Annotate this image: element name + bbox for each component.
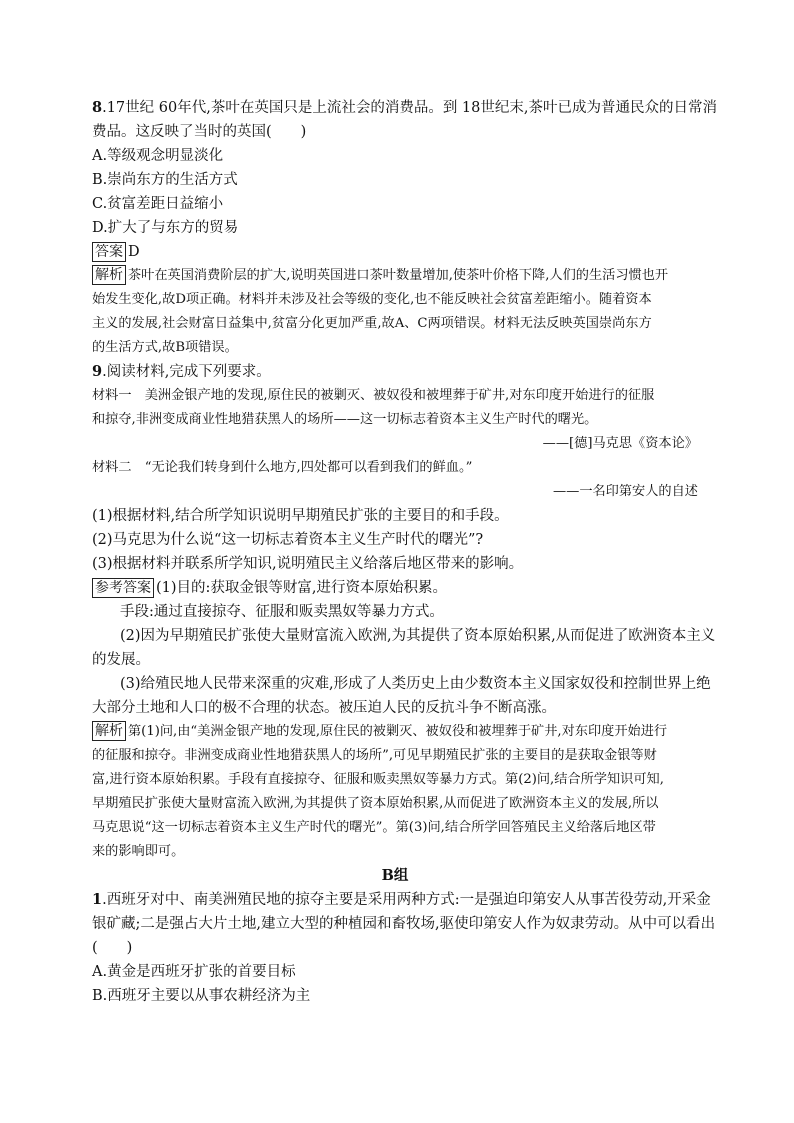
q9-ref-means: 手段:通过直接掠夺、征服和贩卖黑奴等暴力方式。: [120, 604, 444, 620]
q9-ref-3: (3)给殖民地人民带来深重的灾难,形成了人类历史上由少数资本主义国家奴役和控制世界上绝: [120, 676, 711, 692]
q9-analysis-line: 解析 第(1)问,由“美洲金银产地的发现,原住民的被剿灭、被奴役和被埋葬于矿井,对东印度开始进行: [92, 720, 698, 744]
q8-analysis-line: 主义的发展,社会财富日益集中,贫富分化更加严重,故A、C两项错误。材料无法反映英国崇尚东方: [92, 316, 652, 331]
group-b-q1-option-a: A.黄金是西班牙扩张的首要目标: [92, 964, 296, 980]
q8-option-d: D.扩大了与东方的贸易: [92, 220, 239, 236]
material-1-source: ——[德]马克思《资本论》: [542, 436, 698, 451]
q9-analysis-line: 的征服和掠夺。非洲变成商业性地猎获黑人的场所”,可见早期殖民扩张的主要目的是获取金银等财: [92, 748, 657, 763]
q9-sub-question: (3)根据材料并联系所学知识,说明殖民主义给落后地区带来的影响。: [92, 556, 524, 572]
material-1-cont: 和掠夺,非洲变成商业性地猎获黑人的场所——这一切标志着资本主义生产时代的曙光。: [92, 412, 598, 427]
q9-sub-question: (2)马克思为什么说“这一切标志着资本主义生产时代的曙光”?: [92, 532, 484, 548]
material-2: 材料二 “无论我们转身到什么地方,四处都可以看到我们的鲜血。”: [92, 460, 473, 475]
q8-analysis-line: 解析 茶叶在英国消费阶层的扩大,说明英国进口茶叶数量增加,使茶叶价格下降,人们的生活习惯也开: [92, 264, 698, 288]
q9-ref-2: (2)因为早期殖民扩张使大量财富流入欧洲,为其提供了资本原始积累,从而促进了欧洲资本主义: [120, 628, 716, 644]
q9-reference-answer: 参考答案 (1)目的:获取金银等财富,进行资本原始积累。: [92, 576, 698, 600]
q8-answer: 答案 D: [92, 240, 698, 264]
q8-analysis-line: 始发生变化,故D项正确。材料并未涉及社会等级的变化,也不能反映社会贫富差距缩小。随着资本: [92, 292, 652, 307]
q8-analysis-line: 的生活方式,故B项错误。: [92, 340, 238, 355]
analysis-label: 解析: [92, 721, 126, 741]
q9-analysis-line: 富,进行资本原始积累。手段有直接掠夺、征服和贩卖黑奴等暴力方式。第(2)问,结合所学知识可知,: [92, 772, 664, 787]
q8-option-a: A.等级观念明显淡化: [92, 148, 224, 164]
reference-answer-label: 参考答案: [92, 578, 154, 598]
group-b-title: B组: [381, 867, 409, 884]
question-8-stem-cont: 费品。这反映了当时的英国( ): [92, 124, 307, 140]
question-9-stem: 9.阅读材料,完成下列要求。: [92, 363, 271, 380]
q9-sub-question: (1)根据材料,结合所学知识说明早期殖民扩张的主要目的和手段。: [92, 508, 509, 524]
q9-ref-2-cont: 的发展。: [92, 652, 150, 668]
group-b-q1-blank: ( ): [92, 940, 133, 956]
group-b-q1-stem-cont: 银矿藏;二是强占大片土地,建立大型的种植园和畜牧场,驱使印第安人作为奴隶劳动。从中可以看出: [92, 916, 716, 932]
q9-ref-3-cont: 大部分土地和人口的极不合理的状态。被压迫人民的反抗斗争不断高涨。: [92, 700, 556, 716]
answer-label: 答案: [92, 242, 126, 262]
question-8-stem: 8.17世纪 60年代,茶叶在英国只是上流社会的消费品。到 18世纪末,茶叶已成为普通民众的日常消: [92, 99, 717, 116]
q8-option-c: C.贫富差距日益缩小: [92, 196, 224, 212]
worksheet-page: [92, 96, 717, 1008]
analysis-label: 解析: [92, 265, 126, 285]
q9-analysis-line: 早期殖民扩张使大量财富流入欧洲,为其提供了资本原始积累,从而促进了欧洲资本主义的发展,所以: [92, 796, 659, 811]
q9-analysis-line: 来的影响即可。: [92, 844, 185, 859]
material-1: 材料一 美洲金银产地的发现,原住民的被剿灭、被奴役和被埋葬于矿井,对东印度开始进行的征服: [92, 388, 655, 403]
group-b-q1-stem: 1.西班牙对中、南美洲殖民地的掠夺主要是采用两种方式:一是强迫印第安人从事苦役劳动,开采金: [92, 891, 711, 908]
group-b-q1-option-b: B.西班牙主要以从事农耕经济为主: [92, 988, 311, 1004]
q8-option-b: B.崇尚东方的生活方式: [92, 172, 238, 188]
q9-analysis-line: 马克思说“这一切标志着资本主义生产时代的曙光”。第(3)问,结合所学回答殖民主义给落后地区带: [92, 820, 656, 835]
material-2-source: ——一名印第安人的自述: [552, 484, 698, 499]
